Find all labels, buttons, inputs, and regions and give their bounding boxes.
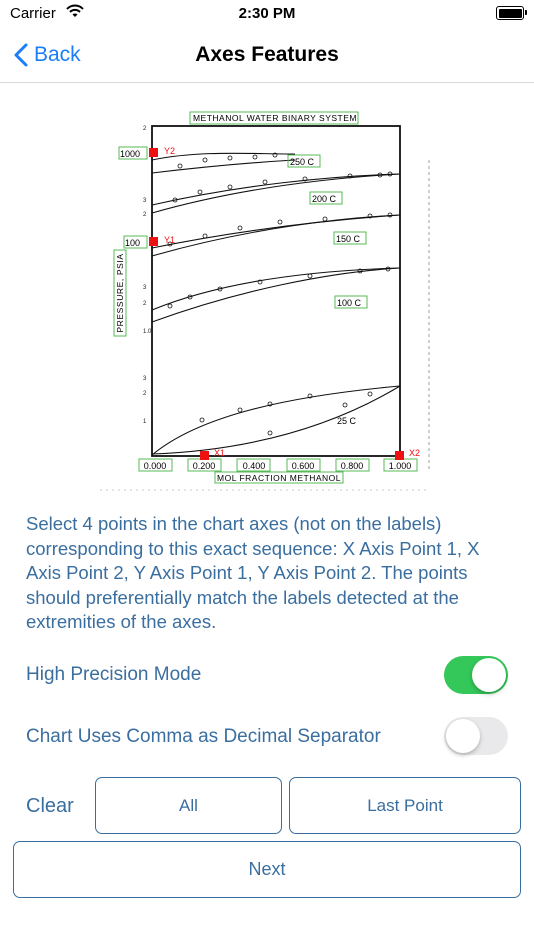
x-tick-0: 0.000 — [143, 461, 167, 471]
x-tick-2: 0.400 — [242, 461, 266, 471]
curve-label-250: 250 C — [290, 157, 315, 167]
y-label-1000: 1000 — [120, 149, 141, 159]
marker-y2[interactable] — [149, 148, 158, 157]
x-axis-label: MOL FRACTION METHANOL — [217, 473, 341, 483]
high-precision-toggle[interactable] — [444, 656, 508, 694]
clear-all-button[interactable]: All — [95, 777, 282, 834]
svg-text:2: 2 — [143, 126, 147, 132]
svg-text:1.0: 1.0 — [143, 329, 152, 335]
marker-y1[interactable] — [149, 237, 158, 246]
curve-label-25: 25 C — [337, 416, 357, 426]
toggle-knob — [446, 719, 480, 753]
status-time: 2:30 PM — [238, 5, 296, 22]
y-minor-labels — [143, 126, 152, 425]
battery-icon — [496, 6, 524, 20]
marker-y1-label: Y1 — [164, 235, 176, 245]
clear-label: Clear — [26, 795, 74, 817]
x-tick-1: 0.200 — [192, 461, 216, 471]
svg-text:3: 3 — [143, 198, 147, 204]
isotherm-curves — [152, 153, 400, 455]
svg-text:2: 2 — [143, 301, 147, 307]
x-tick-5: 1.000 — [388, 461, 412, 471]
axis-markers — [149, 146, 420, 460]
x-tick-3: 0.600 — [291, 461, 315, 471]
y-axis-label-group — [114, 250, 126, 336]
y-label-100: 100 — [125, 238, 141, 248]
x-tick-4: 0.800 — [340, 461, 364, 471]
curve-labels — [288, 155, 367, 426]
svg-text:3: 3 — [143, 285, 147, 291]
curve-label-100: 100 C — [337, 298, 362, 308]
toggle-knob — [472, 658, 506, 692]
marker-x2[interactable] — [395, 451, 404, 460]
instructions-text: Select 4 points in the chart axes (not on the labels) corresponding to this exact sequence: X Axis Point 1, X Axis Point 2, Y Axis Point 1, Y Axis Point 2. The points should preferentially match the labels detected at the extremities of the axes. — [26, 513, 480, 632]
high-precision-label: High Precision Mode — [26, 664, 202, 685]
clear-last-point-button[interactable]: Last Point — [289, 777, 521, 834]
marker-x1[interactable] — [200, 451, 209, 460]
comma-decimal-label: Chart Uses Comma as Decimal Separator — [26, 726, 381, 747]
next-button[interactable]: Next — [13, 841, 521, 898]
page-title: Axes Features — [195, 43, 339, 66]
marker-x2-label: X2 — [409, 448, 421, 458]
svg-text:2: 2 — [143, 212, 147, 218]
carrier-label: Carrier — [10, 5, 56, 22]
comma-decimal-toggle[interactable] — [444, 717, 508, 755]
navigation-bar — [0, 30, 534, 83]
curve-label-200: 200 C — [312, 194, 337, 204]
x-tick-labels — [139, 459, 417, 471]
marker-x1-label: X1 — [214, 448, 226, 458]
marker-y2-label: Y2 — [164, 146, 176, 156]
chart-title: METHANOL WATER BINARY SYSTEM — [192, 113, 358, 123]
status-bar — [0, 0, 534, 30]
svg-text:3: 3 — [143, 376, 147, 382]
back-label: Back — [34, 43, 81, 66]
curve-label-150: 150 C — [336, 234, 361, 244]
svg-text:1: 1 — [143, 419, 147, 425]
svg-text:2: 2 — [143, 391, 147, 397]
chart-image[interactable] — [90, 100, 450, 495]
y-axis-label: PRESSURE, PSIA — [115, 253, 125, 333]
